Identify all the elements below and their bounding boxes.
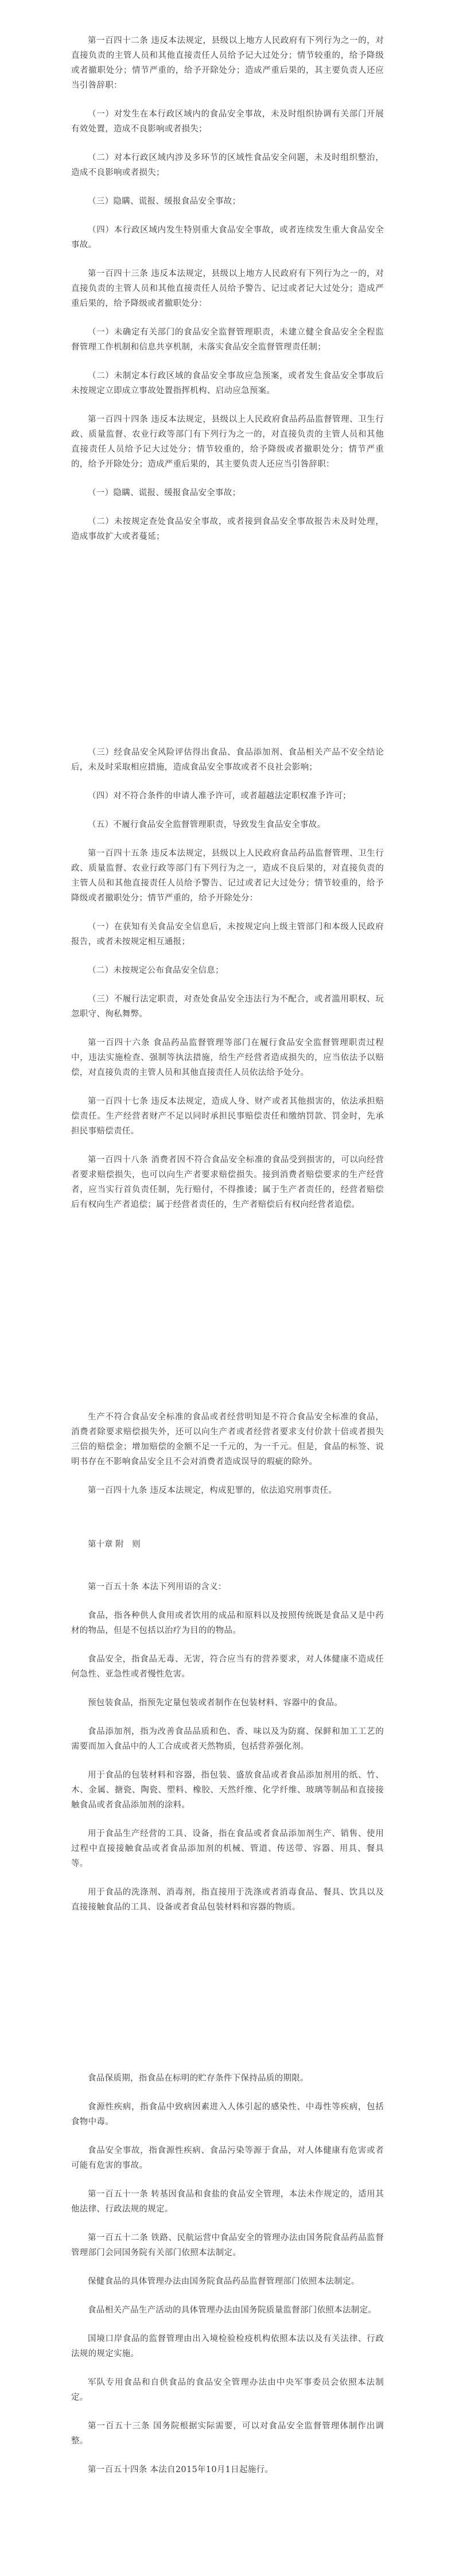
paragraph: 第一百四十七条 违反本法规定，造成人身、财产或者其他损害的，依法承担赔偿责任。生产经营者财产不足以同时承担民事赔偿责任和缴纳罚款、罚金时，先承担民事赔偿责任。 bbox=[71, 1097, 384, 1136]
paragraph: 第一百四十六条 食品药品监督管理等部门在履行食品安全监督管理职责过程中，违法实施检查、强制等执法措施，给生产经营者造成损失的，应当依法予以赔偿，对直接负责的主管人员和其他直接责任人员依法给予处分。 bbox=[71, 1038, 384, 1077]
paragraph: （四）对不符合条件的申请人准予许可，或者超越法定职权准予许可； bbox=[88, 792, 351, 801]
paragraph: 生产不符合食品安全标准的食品或者经营明知是不符合食品安全标准的食品，消费者除要求赔偿损失外，还可以向生产者或者经营者要求支付价款十倍或者损失三倍的赔偿金；增加赔偿的金额不足一千元的，为一千元。但是，食品的标签、说明书存在不影响食品安全且不会对消费者造成误导的瑕疵的除外。 bbox=[71, 1413, 384, 1467]
paragraph: 食品安全，指食品无毒、无害，符合应当有的营养要求，对人体健康不造成任何急性、亚急性或者慢性危害。 bbox=[71, 1655, 384, 1679]
paragraph: 第一百五十四条 本法自2015年10月1日起施行。 bbox=[88, 2465, 274, 2474]
paragraph: （二）对本行政区域内涉及多环节的区域性食品安全问题，未及时组织整治，造成不良影响或者损失； bbox=[71, 153, 384, 177]
paragraph: 食品相关产品生产活动的具体管理办法由国务院质量监督部门依照本法制定。 bbox=[88, 2306, 377, 2315]
paragraph: 第一百四十四条 违反本法规定，县级以上人民政府食品药品监督管理、卫生行政、质量监督、农业行政等部门有下列行为之一的，对直接负责的主管人员和其他直接责任人员给予记大过处分；情节较重的，给予降级或者撤职处分；情节严重的，给予开除处分；造成严重后果的，其主要负责人还应当引咎辞职： bbox=[71, 415, 384, 469]
paragraph: 第一百四十九条 违反本法规定，构成犯罪的，依法追究刑事责任。 bbox=[88, 1486, 337, 1495]
paragraph: 保健食品的具体管理办法由国务院食品药品监督管理部门依照本法制定。 bbox=[88, 2277, 360, 2286]
text-section-3 bbox=[0, 1410, 455, 1498]
paragraph: （一）对发生在本行政区域内的食品安全事故，未及时组织协调有关部门开展有效处置，造成不良影响或者损失； bbox=[71, 110, 384, 134]
paragraph: 第一百四十八条 消费者因不符合食品安全标准的食品受到损害的，可以向经营者要求赔偿损失，也可以向生产者要求赔偿损失。接到消费者赔偿要求的生产经营者，应当实行首负责任制，先行赔付，不得推诿；属于生产者责任的，经营者赔偿后有权向生产者追偿；属于经营者责任的，生产者赔偿后有权向经营者追偿。 bbox=[71, 1155, 384, 1209]
paragraph: 预包装食品，指预先定量包装或者制作在包装材料、容器中的食品。 bbox=[88, 1698, 343, 1708]
text-section-1 bbox=[0, 33, 455, 544]
paragraph: （四）本行政区域内发生特别重大食品安全事故，或者连续发生重大食品安全事故。 bbox=[71, 226, 384, 250]
text-section-4 bbox=[0, 1580, 455, 1915]
text-section-2 bbox=[0, 745, 455, 1212]
paragraph: 第一百五十条 本法下列用语的含义： bbox=[88, 1582, 227, 1592]
paragraph: （一）未确定有关部门的食品安全监督管理职责，未建立健全食品安全全程监督管理工作机制和信息共享机制，未落实食品安全监督管理责任制； bbox=[71, 328, 384, 352]
paragraph: 用于食品的包装材料和容器，指包装、盛放食品或者食品添加剂用的纸、竹、木、金属、搪瓷、陶瓷、塑料、橡胶、天然纤维、化学纤维、玻璃等制品和直接接触食品或者食品添加剂的涂料。 bbox=[71, 1771, 384, 1810]
paragraph: （一）在获知有关食品安全信息后，未按规定向上级主管部门和本级人民政府报告，或者未按规定相互通报； bbox=[71, 922, 384, 946]
paragraph: 第一百五十三条 国务院根据实际需要，可以对食品安全监督管理体制作出调整。 bbox=[71, 2422, 384, 2446]
paragraph: 第一百五十一条 转基因食品和食盐的食品安全管理，本法未作规定的，适用其他法律、行政法规的规定。 bbox=[71, 2190, 384, 2214]
paragraph: （三）隐瞒、谎报、缓报食品安全事故； bbox=[88, 197, 241, 206]
text-section-5 bbox=[0, 2071, 455, 2477]
paragraph: 用于食品的洗涤剂、消毒剂，指直接用于洗涤或者消毒食品、餐具、饮具以及直接接触食品的工具、设备或者食品包装材料和容器的物质。 bbox=[71, 1888, 384, 1912]
paragraph: 食品添加剂，指为改善食品品质和色、香、味以及为防腐、保鲜和加工工艺的需要而加入食品中的人工合成或者天然物质，包括营养强化剂。 bbox=[71, 1727, 384, 1751]
paragraph: （二）未按规定公布食品安全信息； bbox=[88, 966, 224, 975]
paragraph: 食源性疾病，指食品中致病因素进入人体引起的感染性、中毒性等疾病，包括食物中毒。 bbox=[71, 2102, 384, 2127]
paragraph: 食品安全事故，指食源性疾病、食品污染等源于食品，对人体健康有危害或者可能有危害的事故。 bbox=[71, 2146, 384, 2170]
paragraph: 食品保质期，指食品在标明的贮存条件下保持品质的期限。 bbox=[88, 2074, 309, 2083]
paragraph: 用于食品生产经营的工具、设备，指在食品或者食品添加剂生产、销售、使用过程中直接接触食品或者食品添加剂的机械、管道、传送带、容器、用具、餐具等。 bbox=[71, 1829, 384, 1868]
paragraph: 国境口岸食品的监督管理由出入境检验检疫机构依照本法以及有关法律、行政法规的规定实施。 bbox=[71, 2334, 384, 2358]
paragraph: （三）经食品安全风险评估得出食品、食品添加剂、食品相关产品不安全结论后，未及时采取相应措施，造成食品安全事故或者不良社会影响； bbox=[71, 748, 384, 772]
paragraph: 第一百四十二条 违反本法规定，县级以上地方人民政府有下列行为之一的，对直接负责的主管人员和其他直接责任人员给予记大过处分；情节较重的，给予降级或者撤职处分；情节严重的，给予开除处分；造成严重后果的，其主要负责人还应当引咎辞职： bbox=[71, 36, 384, 90]
paragraph: （三）不履行法定职责，对查处食品安全违法行为不配合，或者滥用职权、玩忽职守、徇私舞弊。 bbox=[71, 995, 384, 1019]
paragraph: （一）隐瞒、谎报、缓报食品安全事故； bbox=[88, 488, 241, 498]
paragraph: （二）未制定本行政区域的食品安全事故应急预案，或者发生食品安全事故后未按规定立即成立事故处置指挥机构、启动应急预案。 bbox=[71, 371, 384, 395]
paragraph: （五）不履行食品安全监督管理职责，导致发生食品安全事故。 bbox=[88, 820, 326, 829]
paragraph: 食品，指各种供人食用或者饮用的成品和原料以及按照传统既是食品又是中药材的物品，但是不包括以治疗为目的的物品。 bbox=[71, 1611, 384, 1635]
chapter-heading: 第十章 附 则 bbox=[88, 1540, 141, 1549]
paragraph: （二）未按规定查处食品安全事故，或者接到食品安全事故报告未及时处理，造成事故扩大或者蔓延； bbox=[71, 517, 384, 541]
chapter-block bbox=[0, 1537, 455, 1552]
paragraph: 第一百四十五条 违反本法规定，县级以上人民政府食品药品监督管理、卫生行政、质量监督、农业行政等部门有下列行为之一，造成不良后果的，对直接负责的主管人员和其他直接责任人员给予警告、记过或者记大过处分；情节较重的，给予降级或者撤职处分；情节严重的，给予开除处分： bbox=[71, 849, 384, 903]
paragraph: 第一百五十二条 铁路、民航运营中食品安全的管理办法由国务院食品药品监督管理部门会同国务院有关部门依照本法制定。 bbox=[71, 2233, 384, 2257]
paragraph: 军队专用食品和自供食品的食品安全管理办法由中央军事委员会依照本法制定。 bbox=[71, 2378, 384, 2402]
paragraph: 第一百四十三条 违反本法规定，县级以上地方人民政府有下列行为之一的，对直接负责的主管人员和其他直接责任人员给予警告、记过或者记大过处分；造成严重后果的，给予降级或者撤职处分： bbox=[71, 269, 384, 308]
